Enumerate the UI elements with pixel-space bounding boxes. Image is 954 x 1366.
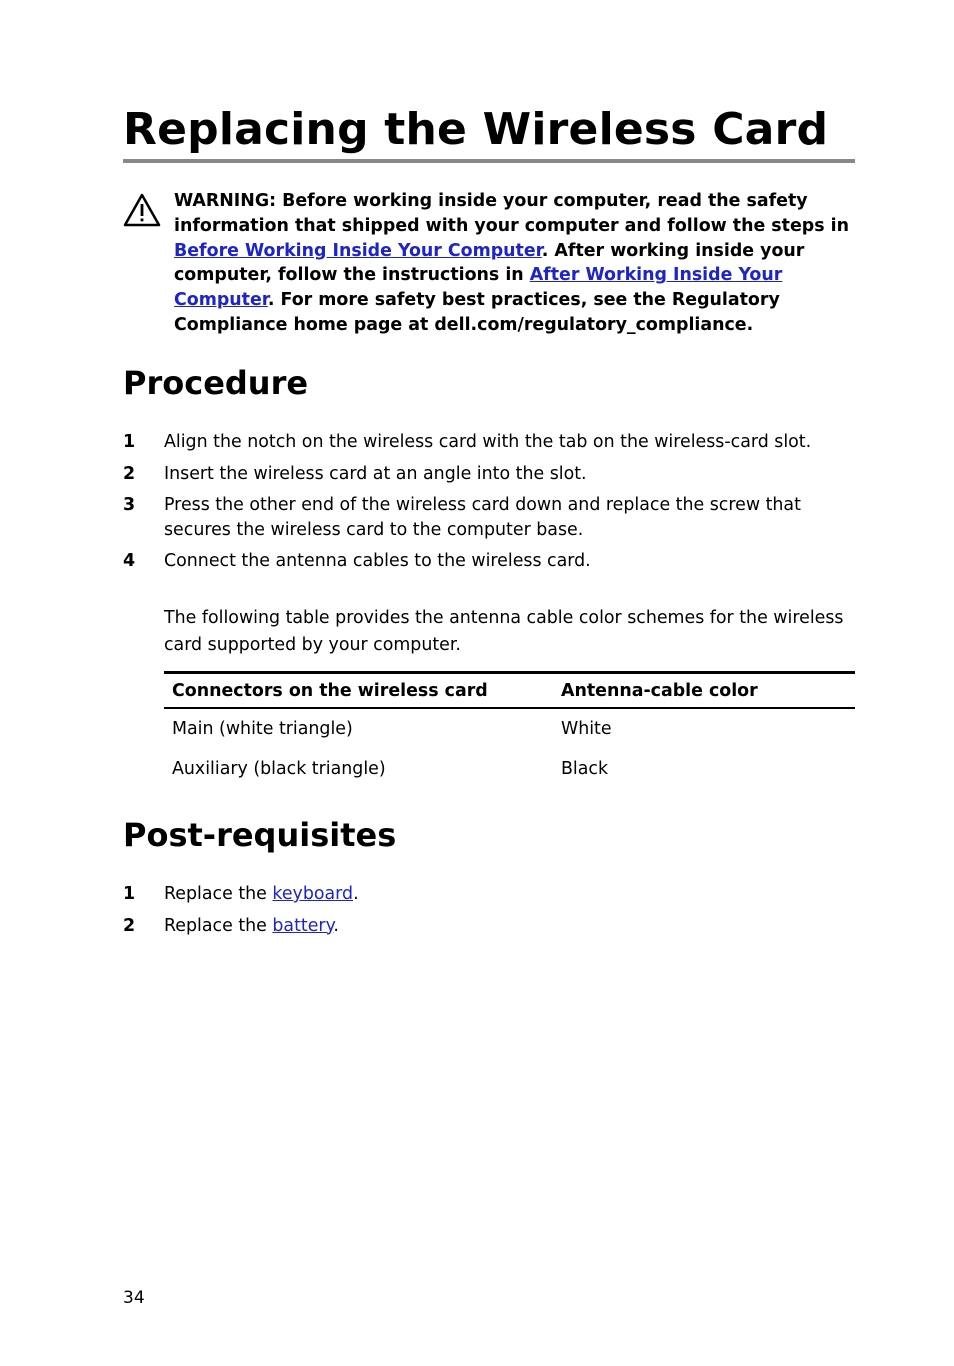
before-working-link[interactable]: Before Working Inside Your Computer [174, 240, 542, 261]
step-text: Connect the antenna cables to the wireless card. [164, 551, 591, 571]
battery-link[interactable]: battery [272, 915, 334, 936]
list-item [123, 549, 855, 574]
list-item [123, 493, 855, 542]
warning-text [174, 189, 854, 338]
page-number: 34 [123, 1288, 145, 1308]
column-header: Antenna-cable color [561, 680, 758, 701]
page-title: Replacing the Wireless Card [123, 104, 829, 155]
list-item [123, 430, 855, 455]
table-cell: Auxiliary (black triangle) [172, 759, 386, 779]
list-item [123, 462, 855, 487]
table-row [164, 709, 855, 749]
column-header: Connectors on the wireless card [172, 680, 488, 701]
table-intro-text: The following table provides the antenna cable color schemes for the wireless card supported by your computer. [164, 608, 844, 655]
postreq-heading: Post-requisites [123, 816, 397, 854]
warning-text-part: . For more safety best practices, see the Regulatory Compliance home page at dell.com/regulatory_compliance. [174, 290, 780, 335]
step-number: 3 [123, 495, 136, 515]
warning-icon [122, 192, 162, 228]
step-text-part: Replace the [164, 884, 273, 904]
procedure-steps [123, 430, 855, 574]
antenna-color-table [164, 671, 855, 789]
table-cell: Main (white triangle) [172, 719, 353, 739]
table-row [164, 749, 855, 789]
step-number: 1 [123, 884, 136, 904]
step-text [164, 914, 855, 939]
list-item [123, 882, 855, 907]
warning-text-part: WARNING: Before working inside your computer, read the safety information that shipped with your computer and follow the steps in [174, 191, 849, 236]
step-number: 1 [123, 432, 136, 452]
title-rule [123, 159, 855, 163]
step-text: Align the notch on the wireless card with the tab on the wireless-card slot. [164, 432, 812, 452]
step-text-part: . [333, 915, 339, 936]
warning-text-part: . After working inside your computer, follow the instructions in [174, 240, 805, 286]
step-text-part: Replace the [164, 915, 273, 936]
step-text [164, 882, 855, 907]
step-text-part: . [353, 884, 359, 904]
procedure-heading: Procedure [123, 364, 309, 402]
step-text: Insert the wireless card at an angle into the slot. [164, 463, 587, 484]
after-working-link[interactable]: After Working Inside Your Computer [174, 265, 783, 311]
step-number: 2 [123, 463, 136, 484]
list-item [123, 914, 855, 939]
table-cell: Black [561, 759, 609, 779]
step-number: 4 [123, 551, 136, 571]
table-header-row [164, 671, 855, 709]
postreq-steps [123, 882, 855, 938]
step-number: 2 [123, 915, 136, 936]
step-text: Press the other end of the wireless card down and replace the screw that secures the wireless card to the computer base. [164, 495, 801, 540]
keyboard-link[interactable]: keyboard [272, 884, 354, 904]
table-cell: White [561, 719, 612, 739]
